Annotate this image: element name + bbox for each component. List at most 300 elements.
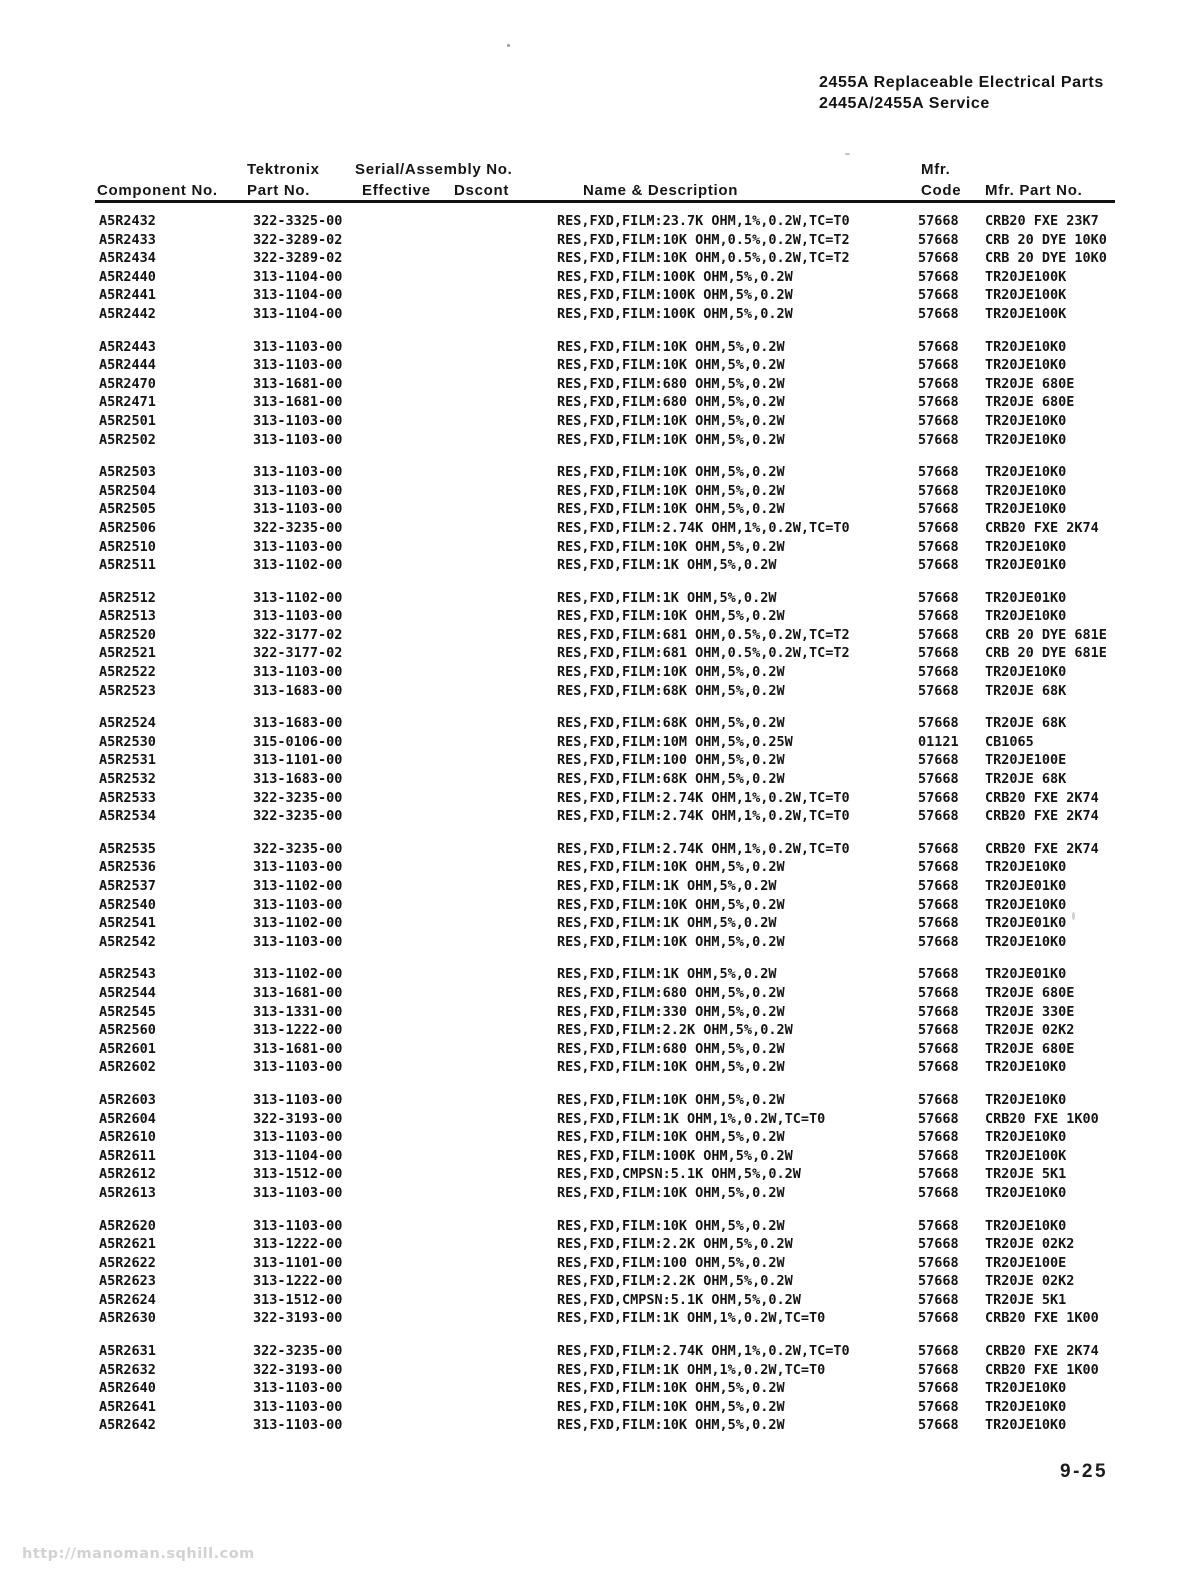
- description-cell: RES,FXD,FILM:10K OHM,5%,0.2W: [557, 357, 785, 374]
- tektronix-part-no-cell: 322-3289-02: [253, 250, 343, 267]
- mfr-code-cell: 57668: [918, 859, 959, 876]
- mfr-code-cell: 57668: [918, 1310, 959, 1327]
- tektronix-part-no-cell: 313-1103-00: [253, 338, 343, 355]
- mfr-part-no-cell: TR20JE 5K1: [985, 1166, 1067, 1183]
- mfr-part-no-cell: TR20JE100K: [985, 268, 1067, 285]
- component-cell: A5R2533: [99, 789, 156, 806]
- table-row: [99, 770, 1200, 789]
- scan-speck: [845, 153, 850, 155]
- mfr-code-cell: 57668: [918, 1110, 959, 1127]
- description-cell: RES,FXD,FILM:10K OHM,5%,0.2W: [557, 1129, 785, 1146]
- tektronix-part-no-cell: 313-1103-00: [253, 859, 343, 876]
- component-cell: A5R2611: [99, 1147, 156, 1164]
- mfr-part-no-cell: CRB20 FXE 23K7: [985, 213, 1099, 229]
- mfr-part-no-cell: TR20JE10K0: [985, 482, 1067, 499]
- mfr-code-cell: 57668: [918, 1184, 959, 1201]
- tektronix-part-no-cell: 313-1681-00: [253, 984, 343, 1001]
- component-cell: A5R2624: [99, 1291, 156, 1308]
- component-cell: A5R2545: [99, 1003, 156, 1020]
- mfr-part-no-cell: TR20JE 5K1: [985, 1291, 1067, 1308]
- description-cell: RES,FXD,FILM:680 OHM,5%,0.2W: [557, 375, 785, 392]
- description-cell: RES,FXD,FILM:681 OHM,0.5%,0.2W,TC=T2: [557, 645, 850, 662]
- column-header-code: Code: [921, 182, 962, 199]
- mfr-code-cell: 57668: [918, 626, 959, 643]
- description-cell: RES,FXD,FILM:330 OHM,5%,0.2W: [557, 1003, 785, 1020]
- tektronix-part-no-cell: 313-1102-00: [253, 557, 343, 574]
- mfr-code-cell: 57668: [918, 771, 959, 788]
- description-cell: RES,FXD,FILM:100 OHM,5%,0.2W: [557, 752, 785, 769]
- description-cell: RES,FXD,FILM:10K OHM,5%,0.2W: [557, 1398, 785, 1415]
- tektronix-part-no-cell: 313-1222-00: [253, 1273, 343, 1290]
- mfr-code-cell: 57668: [918, 1273, 959, 1290]
- tektronix-part-no-cell: 313-1104-00: [253, 268, 343, 285]
- description-cell: RES,FXD,FILM:10K OHM,5%,0.2W: [557, 1380, 785, 1397]
- description-cell: RES,FXD,FILM:10K OHM,5%,0.2W: [557, 608, 785, 625]
- tektronix-part-no-cell: 313-1103-00: [253, 1129, 343, 1146]
- tektronix-part-no-cell: 313-1681-00: [253, 375, 343, 392]
- component-cell: A5R2521: [99, 645, 156, 662]
- table-row: [99, 1235, 1200, 1254]
- component-cell: A5R2537: [99, 878, 156, 894]
- tektronix-part-no-cell: 313-1103-00: [253, 1380, 343, 1397]
- component-cell: A5R2642: [99, 1417, 156, 1434]
- table-row: [99, 431, 1200, 450]
- mfr-code-cell: 57668: [918, 1003, 959, 1020]
- tektronix-part-no-cell: 313-1683-00: [253, 682, 343, 699]
- description-cell: RES,FXD,FILM:1K OHM,5%,0.2W: [557, 589, 777, 606]
- tektronix-part-no-cell: 313-1683-00: [253, 715, 343, 732]
- description-cell: RES,FXD,FILM:1K OHM,5%,0.2W: [557, 557, 777, 574]
- mfr-code-cell: 57668: [918, 1236, 959, 1253]
- description-cell: RES,FXD,FILM:10K OHM,5%,0.2W: [557, 1091, 785, 1108]
- mfr-code-cell: 57668: [918, 1059, 959, 1076]
- mfr-code-cell: 57668: [918, 338, 959, 355]
- component-cell: A5R2604: [99, 1110, 156, 1127]
- component-cell: A5R2601: [99, 1040, 156, 1057]
- tektronix-part-no-cell: 313-1331-00: [253, 1003, 343, 1020]
- component-cell: A5R2441: [99, 287, 156, 304]
- component-cell: A5R2613: [99, 1184, 156, 1201]
- scan-speck: [507, 44, 510, 47]
- table-row: [99, 519, 1200, 538]
- mfr-part-no-cell: TR20JE01K0: [985, 589, 1067, 606]
- component-cell: A5R2512: [99, 589, 156, 606]
- mfr-part-no-cell: CRB20 FXE 2K74: [985, 789, 1099, 806]
- mfr-code-cell: 57668: [918, 1380, 959, 1397]
- description-cell: RES,FXD,FILM:10K OHM,5%,0.2W: [557, 664, 785, 681]
- component-cell: A5R2510: [99, 538, 156, 555]
- table-row: [99, 1342, 1200, 1361]
- table-row: [99, 393, 1200, 412]
- component-cell: A5R2560: [99, 1022, 156, 1039]
- mfr-code-cell: 57668: [918, 1361, 959, 1378]
- component-cell: A5R2542: [99, 933, 156, 950]
- mfr-code-cell: 57668: [918, 375, 959, 392]
- mfr-part-no-cell: TR20JE10K0: [985, 933, 1067, 950]
- mfr-code-cell: 57668: [918, 412, 959, 429]
- mfr-code-cell: 57668: [918, 557, 959, 574]
- row-group: [99, 714, 1200, 826]
- mfr-part-no-cell: TR20JE10K0: [985, 1417, 1067, 1434]
- tektronix-part-no-cell: 322-3325-00: [253, 213, 343, 229]
- mfr-part-no-cell: TR20JE10K0: [985, 1129, 1067, 1146]
- tektronix-part-no-cell: 313-1104-00: [253, 305, 343, 322]
- component-cell: A5R2470: [99, 375, 156, 392]
- component-cell: A5R2502: [99, 431, 156, 448]
- mfr-part-no-cell: TR20JE01K0: [985, 878, 1067, 894]
- mfr-code-cell: 57668: [918, 1291, 959, 1308]
- mfr-code-cell: 57668: [918, 287, 959, 304]
- table-row: [99, 556, 1200, 575]
- description-cell: RES,FXD,FILM:10K OHM,5%,0.2W: [557, 431, 785, 448]
- mfr-code-cell: 57668: [918, 538, 959, 555]
- tektronix-part-no-cell: 322-3193-00: [253, 1361, 343, 1378]
- mfr-part-no-cell: CRB20 FXE 1K00: [985, 1361, 1099, 1378]
- mfr-part-no-cell: TR20JE10K0: [985, 896, 1067, 913]
- mfr-code-cell: 57668: [918, 1166, 959, 1183]
- mfr-part-no-cell: TR20JE100E: [985, 752, 1067, 769]
- mfr-part-no-cell: TR20JE10K0: [985, 357, 1067, 374]
- table-row: [99, 877, 1200, 896]
- component-cell: A5R2442: [99, 305, 156, 322]
- description-cell: RES,FXD,FILM:680 OHM,5%,0.2W: [557, 394, 785, 411]
- mfr-part-no-cell: TR20JE10K0: [985, 1059, 1067, 1076]
- component-cell: A5R2444: [99, 357, 156, 374]
- mfr-part-no-cell: CRB 20 DYE 10K0: [985, 231, 1107, 248]
- tektronix-part-no-cell: 313-1101-00: [253, 752, 343, 769]
- row-group: [99, 212, 1200, 324]
- component-cell: A5R2434: [99, 250, 156, 267]
- tektronix-part-no-cell: 313-1102-00: [253, 915, 343, 932]
- tektronix-part-no-cell: 313-1681-00: [253, 1040, 343, 1057]
- mfr-code-cell: 57668: [918, 1398, 959, 1415]
- component-cell: A5R2622: [99, 1254, 156, 1271]
- tektronix-part-no-cell: 322-3235-00: [253, 808, 343, 825]
- description-cell: RES,FXD,FILM:23.7K OHM,1%,0.2W,TC=T0: [557, 213, 850, 229]
- description-cell: RES,FXD,FILM:68K OHM,5%,0.2W: [557, 771, 785, 788]
- description-cell: RES,FXD,FILM:2.2K OHM,5%,0.2W: [557, 1022, 793, 1039]
- table-row: [99, 1398, 1200, 1417]
- mfr-code-cell: 57668: [918, 1129, 959, 1146]
- mfr-part-no-cell: CRB20 FXE 2K74: [985, 840, 1099, 857]
- description-cell: RES,FXD,FILM:680 OHM,5%,0.2W: [557, 984, 785, 1001]
- document-title-line2: 2445A/2455A Service: [819, 95, 990, 112]
- mfr-code-cell: 57668: [918, 682, 959, 699]
- mfr-code-cell: 57668: [918, 808, 959, 825]
- table-row: [99, 751, 1200, 770]
- tektronix-part-no-cell: 313-1512-00: [253, 1166, 343, 1183]
- tektronix-part-no-cell: 313-1102-00: [253, 966, 343, 983]
- mfr-part-no-cell: TR20JE10K0: [985, 859, 1067, 876]
- mfr-code-cell: 57668: [918, 1417, 959, 1434]
- table-row: [99, 644, 1200, 663]
- tektronix-part-no-cell: 313-1683-00: [253, 771, 343, 788]
- mfr-code-cell: 01121: [918, 733, 959, 750]
- parts-table-body: [0, 212, 1200, 1449]
- tektronix-part-no-cell: 313-1103-00: [253, 538, 343, 555]
- row-group: [99, 840, 1200, 952]
- table-row: [99, 1091, 1200, 1110]
- tektronix-part-no-cell: 313-1103-00: [253, 1398, 343, 1415]
- table-row: [99, 1128, 1200, 1147]
- tektronix-part-no-cell: 313-1103-00: [253, 1091, 343, 1108]
- component-cell: A5R2632: [99, 1361, 156, 1378]
- table-row: [99, 682, 1200, 701]
- table-row: [99, 1361, 1200, 1380]
- mfr-part-no-cell: TR20JE 330E: [985, 1003, 1075, 1020]
- table-row: [99, 249, 1200, 268]
- mfr-code-cell: 57668: [918, 966, 959, 983]
- mfr-code-cell: 57668: [918, 1343, 959, 1360]
- mfr-code-cell: 57668: [918, 1217, 959, 1234]
- mfr-part-no-cell: TR20JE 02K2: [985, 1273, 1075, 1290]
- mfr-part-no-cell: TR20JE 68K: [985, 715, 1067, 732]
- tektronix-part-no-cell: 313-1103-00: [253, 357, 343, 374]
- row-group: [99, 1217, 1200, 1329]
- component-cell: A5R2432: [99, 213, 156, 229]
- tektronix-part-no-cell: 313-1681-00: [253, 394, 343, 411]
- component-cell: A5R2523: [99, 682, 156, 699]
- mfr-part-no-cell: CB1065: [985, 733, 1034, 750]
- description-cell: RES,FXD,FILM:100 OHM,5%,0.2W: [557, 1254, 785, 1271]
- tektronix-part-no-cell: 322-3177-02: [253, 645, 343, 662]
- mfr-code-cell: 57668: [918, 268, 959, 285]
- mfr-code-cell: 57668: [918, 250, 959, 267]
- table-row: [99, 1003, 1200, 1022]
- description-cell: RES,FXD,FILM:10K OHM,5%,0.2W: [557, 896, 785, 913]
- row-group: [99, 1342, 1200, 1435]
- component-cell: A5R2501: [99, 412, 156, 429]
- table-row: [99, 231, 1200, 250]
- component-cell: A5R2631: [99, 1343, 156, 1360]
- tektronix-part-no-cell: 313-1103-00: [253, 431, 343, 448]
- table-row: [99, 1021, 1200, 1040]
- tektronix-part-no-cell: 313-1222-00: [253, 1022, 343, 1039]
- table-row: [99, 463, 1200, 482]
- table-row: [99, 375, 1200, 394]
- description-cell: RES,FXD,FILM:2.74K OHM,1%,0.2W,TC=T0: [557, 1343, 850, 1360]
- mfr-code-cell: 57668: [918, 896, 959, 913]
- mfr-code-cell: 57668: [918, 664, 959, 681]
- description-cell: RES,FXD,FILM:10K OHM,5%,0.2W: [557, 338, 785, 355]
- table-row: [99, 984, 1200, 1003]
- component-cell: A5R2641: [99, 1398, 156, 1415]
- mfr-part-no-cell: CRB 20 DYE 10K0: [985, 250, 1107, 267]
- table-row: [99, 626, 1200, 645]
- component-cell: A5R2602: [99, 1059, 156, 1076]
- column-header-component-no: Component No.: [97, 182, 218, 199]
- mfr-part-no-cell: TR20JE10K0: [985, 1217, 1067, 1234]
- tektronix-part-no-cell: 313-1101-00: [253, 1254, 343, 1271]
- component-cell: A5R2640: [99, 1380, 156, 1397]
- table-row: [99, 500, 1200, 519]
- description-cell: RES,FXD,FILM:10K OHM,5%,0.2W: [557, 933, 785, 950]
- table-row: [99, 733, 1200, 752]
- mfr-part-no-cell: TR20JE01K0: [985, 966, 1067, 983]
- component-cell: A5R2504: [99, 482, 156, 499]
- table-row: [99, 914, 1200, 933]
- description-cell: RES,FXD,FILM:10K OHM,5%,0.2W: [557, 1059, 785, 1076]
- description-cell: RES,FXD,FILM:10K OHM,5%,0.2W: [557, 412, 785, 429]
- tektronix-part-no-cell: 322-3235-00: [253, 840, 343, 857]
- row-group: [99, 338, 1200, 450]
- mfr-code-cell: 57668: [918, 501, 959, 518]
- table-row: [99, 1184, 1200, 1203]
- mfr-part-no-cell: TR20JE10K0: [985, 1091, 1067, 1108]
- table-row: [99, 538, 1200, 557]
- mfr-part-no-cell: TR20JE100K: [985, 287, 1067, 304]
- column-header-part-no: Part No.: [247, 182, 311, 199]
- table-row: [99, 858, 1200, 877]
- mfr-part-no-cell: TR20JE 02K2: [985, 1236, 1075, 1253]
- mfr-code-cell: 57668: [918, 305, 959, 322]
- description-cell: RES,FXD,FILM:10K OHM,5%,0.2W: [557, 1217, 785, 1234]
- component-cell: A5R2535: [99, 840, 156, 857]
- mfr-code-cell: 57668: [918, 231, 959, 248]
- mfr-part-no-cell: CRB20 FXE 1K00: [985, 1110, 1099, 1127]
- mfr-code-cell: 57668: [918, 1147, 959, 1164]
- tektronix-part-no-cell: 313-1103-00: [253, 896, 343, 913]
- mfr-code-cell: 57668: [918, 1040, 959, 1057]
- component-cell: A5R2522: [99, 664, 156, 681]
- mfr-part-no-cell: TR20JE 02K2: [985, 1022, 1075, 1039]
- tektronix-part-no-cell: 313-1104-00: [253, 287, 343, 304]
- component-cell: A5R2541: [99, 915, 156, 932]
- component-cell: A5R2544: [99, 984, 156, 1001]
- tektronix-part-no-cell: 313-1103-00: [253, 501, 343, 518]
- mfr-part-no-cell: TR20JE10K0: [985, 412, 1067, 429]
- mfr-code-cell: 57668: [918, 519, 959, 536]
- table-row: [99, 807, 1200, 826]
- mfr-part-no-cell: TR20JE10K0: [985, 1380, 1067, 1397]
- component-cell: A5R2603: [99, 1091, 156, 1108]
- tektronix-part-no-cell: 313-1103-00: [253, 608, 343, 625]
- component-cell: A5R2621: [99, 1236, 156, 1253]
- table-row: [99, 607, 1200, 626]
- description-cell: RES,FXD,FILM:10K OHM,0.5%,0.2W,TC=T2: [557, 250, 850, 267]
- row-group: [99, 589, 1200, 701]
- component-cell: A5R2433: [99, 231, 156, 248]
- description-cell: RES,FXD,FILM:10K OHM,5%,0.2W: [557, 859, 785, 876]
- component-cell: A5R2531: [99, 752, 156, 769]
- component-cell: A5R2623: [99, 1273, 156, 1290]
- component-cell: A5R2532: [99, 771, 156, 788]
- tektronix-part-no-cell: 313-1512-00: [253, 1291, 343, 1308]
- description-cell: RES,FXD,FILM:1K OHM,5%,0.2W: [557, 878, 777, 894]
- mfr-code-cell: 57668: [918, 394, 959, 411]
- table-row: [99, 356, 1200, 375]
- mfr-part-no-cell: TR20JE100E: [985, 1254, 1067, 1271]
- description-cell: RES,FXD,FILM:2.74K OHM,1%,0.2W,TC=T0: [557, 808, 850, 825]
- tektronix-part-no-cell: 313-1103-00: [253, 412, 343, 429]
- mfr-code-cell: 57668: [918, 789, 959, 806]
- table-row: [99, 1254, 1200, 1273]
- component-cell: A5R2505: [99, 501, 156, 518]
- mfr-code-cell: 57668: [918, 464, 959, 481]
- mfr-part-no-cell: TR20JE10K0: [985, 664, 1067, 681]
- description-cell: RES,FXD,FILM:1K OHM,5%,0.2W: [557, 966, 777, 983]
- mfr-part-no-cell: TR20JE100K: [985, 305, 1067, 322]
- tektronix-part-no-cell: 322-3235-00: [253, 789, 343, 806]
- component-cell: A5R2471: [99, 394, 156, 411]
- mfr-part-no-cell: TR20JE10K0: [985, 608, 1067, 625]
- tektronix-part-no-cell: 322-3235-00: [253, 519, 343, 536]
- description-cell: RES,FXD,FILM:10K OHM,0.5%,0.2W,TC=T2: [557, 231, 850, 248]
- component-cell: A5R2612: [99, 1166, 156, 1183]
- tektronix-part-no-cell: 313-1103-00: [253, 464, 343, 481]
- component-cell: A5R2540: [99, 896, 156, 913]
- table-row: [99, 1147, 1200, 1166]
- description-cell: RES,FXD,FILM:681 OHM,0.5%,0.2W,TC=T2: [557, 626, 850, 643]
- mfr-code-cell: 57668: [918, 840, 959, 857]
- table-row: [99, 1058, 1200, 1077]
- description-cell: RES,FXD,FILM:10K OHM,5%,0.2W: [557, 482, 785, 499]
- table-row: [99, 1165, 1200, 1184]
- table-row: [99, 714, 1200, 733]
- tektronix-part-no-cell: 322-3193-00: [253, 1310, 343, 1327]
- table-row: [99, 840, 1200, 859]
- document-title: [819, 72, 1104, 114]
- table-row: [99, 305, 1200, 324]
- table-row: [99, 268, 1200, 287]
- column-header-tektronix: Tektronix: [247, 161, 320, 178]
- mfr-code-cell: 57668: [918, 1091, 959, 1108]
- table-row: [99, 965, 1200, 984]
- component-cell: A5R2543: [99, 966, 156, 983]
- component-cell: A5R2503: [99, 464, 156, 481]
- tektronix-part-no-cell: 313-1222-00: [253, 1236, 343, 1253]
- table-row: [99, 1040, 1200, 1059]
- description-cell: RES,FXD,FILM:10K OHM,5%,0.2W: [557, 1184, 785, 1201]
- component-cell: A5R2530: [99, 733, 156, 750]
- tektronix-part-no-cell: 313-1103-00: [253, 1417, 343, 1434]
- tektronix-part-no-cell: 313-1103-00: [253, 1059, 343, 1076]
- scan-speck: [1072, 912, 1075, 920]
- component-cell: A5R2524: [99, 715, 156, 732]
- tektronix-part-no-cell: 322-3193-00: [253, 1110, 343, 1127]
- description-cell: RES,FXD,FILM:1K OHM,1%,0.2W,TC=T0: [557, 1361, 826, 1378]
- description-cell: RES,FXD,CMPSN:5.1K OHM,5%,0.2W: [557, 1291, 801, 1308]
- table-row: [99, 663, 1200, 682]
- mfr-part-no-cell: TR20JE10K0: [985, 431, 1067, 448]
- mfr-code-cell: 57668: [918, 645, 959, 662]
- component-cell: A5R2630: [99, 1310, 156, 1327]
- table-row: [99, 1110, 1200, 1129]
- description-cell: RES,FXD,FILM:10K OHM,5%,0.2W: [557, 1417, 785, 1434]
- table-row: [99, 1379, 1200, 1398]
- description-cell: RES,FXD,FILM:2.74K OHM,1%,0.2W,TC=T0: [557, 840, 850, 857]
- mfr-part-no-cell: TR20JE 680E: [985, 394, 1075, 411]
- description-cell: RES,FXD,FILM:10M OHM,5%,0.25W: [557, 733, 793, 750]
- mfr-part-no-cell: TR20JE01K0: [985, 557, 1067, 574]
- mfr-part-no-cell: CRB20 FXE 1K00: [985, 1310, 1099, 1327]
- mfr-code-cell: 57668: [918, 357, 959, 374]
- description-cell: RES,FXD,FILM:10K OHM,5%,0.2W: [557, 501, 785, 518]
- tektronix-part-no-cell: 322-3235-00: [253, 1343, 343, 1360]
- mfr-code-cell: 57668: [918, 608, 959, 625]
- tektronix-part-no-cell: 322-3177-02: [253, 626, 343, 643]
- description-cell: RES,FXD,FILM:2.74K OHM,1%,0.2W,TC=T0: [557, 789, 850, 806]
- component-cell: A5R2534: [99, 808, 156, 825]
- mfr-code-cell: 57668: [918, 984, 959, 1001]
- table-row: [99, 896, 1200, 915]
- component-cell: A5R2513: [99, 608, 156, 625]
- component-cell: A5R2506: [99, 519, 156, 536]
- component-cell: A5R2536: [99, 859, 156, 876]
- tektronix-part-no-cell: 313-1104-00: [253, 1147, 343, 1164]
- mfr-code-cell: 57668: [918, 915, 959, 932]
- row-group: [99, 965, 1200, 1077]
